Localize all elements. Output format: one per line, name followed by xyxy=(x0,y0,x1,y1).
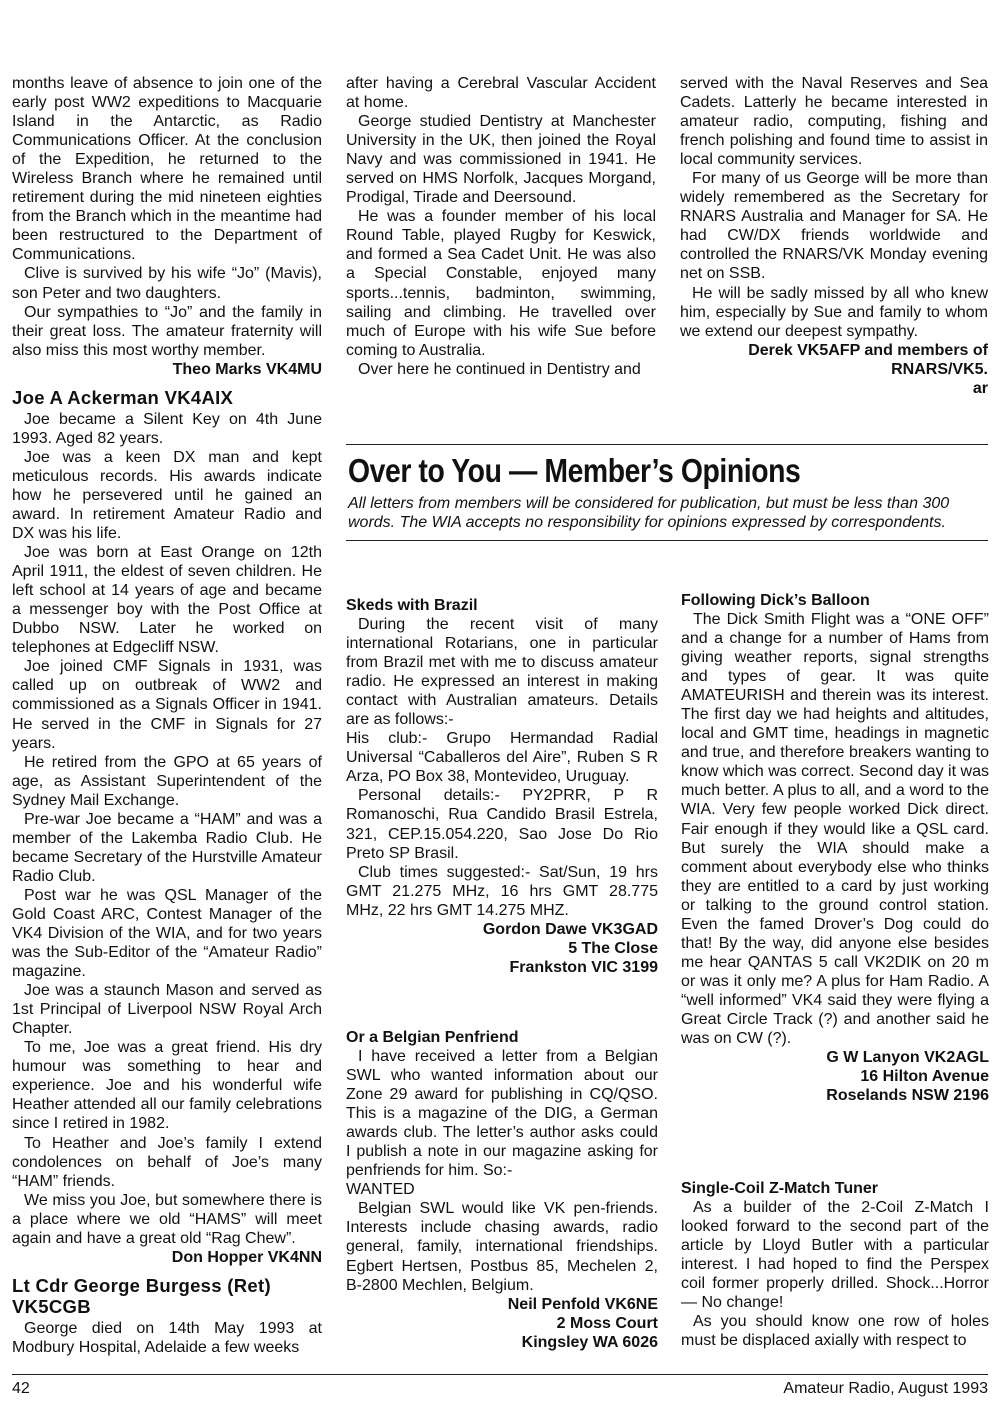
paragraph: Club times suggested:- Sat/Sun, 19 hrs GMT 21.275 MHz, 16 hrs GMT 28.775 MHz, 22 hrs GMT 14.275 MHZ. xyxy=(346,863,658,919)
end-mark: ar xyxy=(972,379,988,397)
column-1 xyxy=(12,74,322,1357)
signature-line: Kingsley WA 6026 xyxy=(521,1333,658,1351)
paragraph: I have received a letter from a Belgian SWL who wanted information about our Zone 29 award for publishing in CQ/QSO. This is a magazine of the DIG, a German awards club. The letter’s author asks could I publish a note in our magazine asking for penfriends for him. So:- xyxy=(346,1048,658,1180)
paragraph: He retired from the GPO at 65 years of age, as Assistant Superintendent of the Sydney Mail Exchange. xyxy=(12,753,322,809)
column-3-letters-zmatch xyxy=(681,1179,989,1350)
obituary-heading: Joe A Ackerman VK4AIX xyxy=(12,386,234,408)
signature-line: G W Lanyon VK2AGL xyxy=(826,1049,989,1067)
paragraph: Joe became a Silent Key on 4th June 1993. Aged 82 years. xyxy=(12,410,322,447)
paragraph: Post war he was QSL Manager of the Gold Coast ARC, Contest Manager of the VK4 Division of the WIA, and for two years was the Sub-Editor of the “Amateur Radio” magazine. xyxy=(12,886,322,981)
letter-heading: Or a Belgian Penfriend xyxy=(346,1029,519,1046)
obituary-heading: Lt Cdr George Burgess (Ret) VK5CGB xyxy=(12,1274,271,1317)
paragraph: Belgian SWL would like VK pen-friends. Interests include chasing awards, radio general, family, international friendships. Egbert Hertsen, Postbus 85, Mechelen 2, B-2800 Mechlen, Belgium. xyxy=(346,1200,658,1294)
magazine-footer: Amateur Radio, August 1993 xyxy=(783,1380,988,1397)
paragraph: Our sympathies to “Jo” and the family in their great loss. The amateur fraternity will also miss this most worthy member. xyxy=(12,303,322,359)
letter-heading: Single-Coil Z-Match Tuner xyxy=(681,1180,879,1197)
column-2-top xyxy=(346,74,656,379)
signature-line: 5 The Close xyxy=(568,939,658,957)
signature: Don Hopper VK4NN xyxy=(171,1248,322,1266)
signature-line: Neil Penfold VK6NE xyxy=(507,1295,658,1313)
paragraph: As a builder of the 2-Coil Z-Match I looked forward to the second part of the article by Lloyd Butler with a particular interest. I had hoped to find the Perspex coil former properly drilled. Shock...Horror — No change! xyxy=(681,1199,989,1312)
section-title: Over to You — Member’s Opinions xyxy=(348,452,801,489)
signature-line: Frankston VIC 3199 xyxy=(509,958,658,976)
paragraph: For many of us George will be more than widely remembered as the Secretary for RNARS Australia and Manager for SA. He had CW/DX friends worldwide and controlled the RNARS/VK Monday evening net on SSB. xyxy=(680,170,988,283)
banner-bottom-rule xyxy=(346,540,988,541)
column-2-letters-belgian xyxy=(346,1028,658,1352)
signature-line: Gordon Dawe VK3GAD xyxy=(482,920,658,938)
paragraph: Clive is survived by his wife “Jo” (Mavis), son Peter and two daughters. xyxy=(12,265,322,302)
paragraph: The Dick Smith Flight was a “ONE OFF” and a change for a number of Hams from giving weather reports, signal strengths and types of gear. It was quite AMATEURISH and therein was its interest. The first day we had heights and altitudes, local and GMT time, headings in magnetic and true, and therefore breakers wanting to know which was correct. Second day it was much better. A plus to all, and a word to the WIA. Very few people worked Dick direct. Fair enough if they would like a QSL card. But surely the WIA should make a comment about everybody else who thinks they are entitled to a card by just working or talking to the ground control station. Even the famed Drover’s Dog could do that! By the way, did anyone else besides me hear QANTAS 5 call VK2DIK on 20 m or was it only me? A plus for Ham Radio. A “well informed” VK4 said they were flying a Great Circle Track (?) and another said he was on CW (?). xyxy=(681,611,989,1048)
paragraph: WANTED xyxy=(346,1181,415,1199)
paragraph: after having a Cerebral Vascular Accident at home. xyxy=(346,75,656,112)
paragraph: To Heather and Joe’s family I extend condolences on behalf of Joe’s many “HAM” friends. xyxy=(12,1134,322,1190)
column-3-top xyxy=(680,74,988,398)
footer-rule xyxy=(12,1374,988,1375)
paragraph: To me, Joe was a great friend. His dry humour was something to hear and experience. Joe and his wonderful wife Heather attended all our family celebrations since I retired in 1982. xyxy=(12,1039,322,1133)
paragraph: Over here he continued in Dentistry and xyxy=(358,360,641,378)
paragraph: Joe was a keen DX man and kept meticulous records. His awards indicate how he persevered until he gained an award. In retirement Amateur Radio and DX was his life. xyxy=(12,448,322,543)
letter-heading: Skeds with Brazil xyxy=(346,597,478,614)
paragraph: His club:- Grupo Hermandad Radial Universal “Caballeros del Aire”, Ruben S R Arza, PO Box 38, Montevideo, Uruguay. xyxy=(346,730,658,786)
column-2-letters xyxy=(346,596,658,977)
paragraph: George studied Dentistry at Manchester University in the UK, then joined the Royal Navy and was commissioned in 1941. He served on HMS Norfolk, Jacques Morgand, Prodigal, Tirade and Deersound. xyxy=(346,113,656,207)
paragraph: He will be sadly missed by all who knew him, especially by Sue and family to whom we extend our deepest sympathy. xyxy=(680,284,988,340)
paragraph: During the recent visit of many international Rotarians, one in particular from Brazil met with me to discuss amateur radio. He expressed an interest in making contact with Australian amateurs. Details are as follows:- xyxy=(346,616,658,729)
page-number: 42 xyxy=(12,1380,30,1397)
paragraph: Joe joined CMF Signals in 1931, was called up on outbreak of WW2 and commissioned as a Signals Officer in 1941. He served in the CMF in Signals for 27 years. xyxy=(12,658,322,752)
paragraph: We miss you Joe, but somewhere there is a place where we old “HAMS” will meet again and have a great old “Rag Chew”. xyxy=(12,1191,322,1247)
paragraph: As you should know one row of holes must be displaced axially with respect to xyxy=(681,1313,989,1350)
signature-line: Derek VK5AFP and members of xyxy=(748,341,988,359)
paragraph: months leave of absence to join one of the early post WW2 expeditions to Macquarie Island in the Antarctic, as Radio Communications Officer. At the conclusion of the Expedition, he returned to the Wireless Branch where he remained until retirement during the mid nineteen eighties from the Branch which in the meantime had been restructured to the Department of Communications. xyxy=(12,75,322,264)
signature-line: 2 Moss Court xyxy=(556,1314,658,1332)
paragraph: Pre-war Joe became a “HAM” and was a member of the Lakemba Radio Club. He became Secretary of the Hurstville Amateur Radio Club. xyxy=(12,810,322,885)
signature-line: Roselands NSW 2196 xyxy=(826,1087,989,1105)
paragraph: Personal details:- PY2PRR, P R Romanoschi, Rua Candido Brasil Estrela, 321, CEP.15.054.220, Sao Jose Do Rio Preto SP Brasil. xyxy=(346,787,658,862)
paragraph: He was a founder member of his local Round Table, played Rugby for Keswick, and formed a Sea Cadet Unit. He was also a Special Constable, enjoyed many sports...tennis, badminton, swimming, sailing and climbing. He travelled over much of Europe with his wife Sue before coming to Australia. xyxy=(346,208,656,359)
paragraph: Joe was a staunch Mason and served as 1st Principal of Liverpool NSW Royal Arch Chapter. xyxy=(12,982,322,1038)
paragraph: Joe was born at East Orange on 12th April 1911, the eldest of seven children. He left school at 14 years of age and became a messenger boy with the Post Office at Dubbo NSW. Later he worked on telephones at Edgecliff NSW. xyxy=(12,544,322,657)
signature-line: RNARS/VK5. xyxy=(891,360,988,378)
paragraph: George died on 14th May 1993 at Modbury Hospital, Adelaide a few weeks xyxy=(12,1319,322,1356)
paragraph: served with the Naval Reserves and Sea Cadets. Latterly he became interested in amateur radio, computing, fishing and french polishing and found time to assist in local community services. xyxy=(680,75,988,169)
section-subtitle: All letters from members will be considered for publication, but must be less than 300 words. The WIA accepts no responsibility for opinions expressed by correspondents. xyxy=(348,495,950,531)
signature: Theo Marks VK4MU xyxy=(172,360,322,378)
banner-top-rule xyxy=(346,444,988,445)
signature-line: 16 Hilton Avenue xyxy=(860,1068,989,1086)
column-3-letters xyxy=(681,591,989,1105)
letter-heading: Following Dick’s Balloon xyxy=(681,592,870,609)
